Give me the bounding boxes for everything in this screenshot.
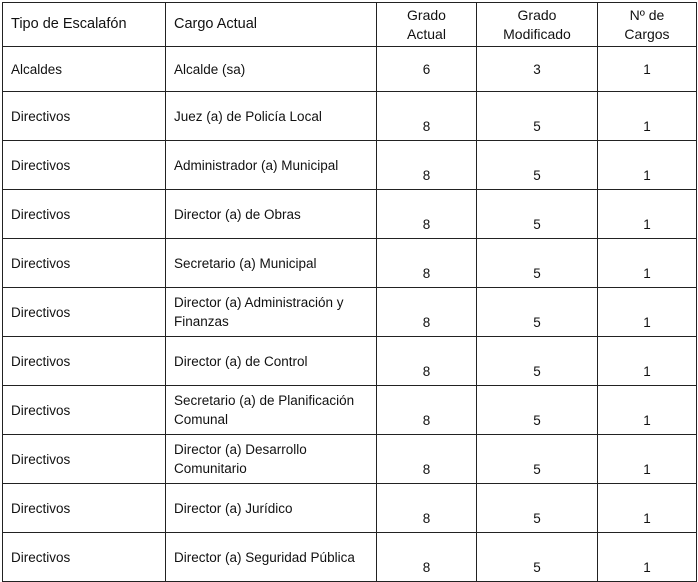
cell-grado-actual: 8 — [377, 141, 477, 190]
cell-grado-modificado: 5 — [477, 533, 598, 582]
header-grado-modificado — [477, 3, 598, 47]
cell-grado-modificado: 5 — [477, 435, 598, 484]
cargo-line: Juez (a) de Policía Local — [174, 108, 322, 124]
cell-grado-modificado: 5 — [477, 92, 598, 141]
cell-cargo-actual — [166, 47, 377, 92]
header-grado-modificado-line2: Modificado — [503, 25, 571, 42]
cell-cargo-actual — [166, 239, 377, 288]
cell-numero-cargos: 1 — [598, 92, 697, 141]
cell-tipo-escalafon: Directivos — [3, 435, 166, 484]
cell-cargo-actual — [166, 92, 377, 141]
cell-grado-actual: 8 — [377, 484, 477, 533]
cell-tipo-escalafon: Directivos — [3, 484, 166, 533]
cell-numero-cargos: 1 — [598, 435, 697, 484]
cargo-line: Director (a) de Obras — [174, 206, 301, 222]
cell-cargo-actual — [166, 141, 377, 190]
cell-grado-modificado: 5 — [477, 239, 598, 288]
header-numero-cargos-line2: Cargos — [624, 25, 670, 42]
cell-numero-cargos: 1 — [598, 533, 697, 582]
header-grado-actual-line1: Grado — [407, 6, 446, 23]
cell-numero-cargos: 1 — [598, 190, 697, 239]
header-grado-actual-line2: Actual — [407, 25, 446, 42]
cargo-line: Director (a) Jurídico — [174, 500, 293, 516]
cell-numero-cargos: 1 — [598, 288, 697, 337]
cell-cargo-actual — [166, 288, 377, 337]
cell-cargo-actual — [166, 533, 377, 582]
header-grado-actual — [377, 3, 477, 47]
cell-grado-modificado: 5 — [477, 288, 598, 337]
cell-numero-cargos: 1 — [598, 141, 697, 190]
cell-numero-cargos: 1 — [598, 47, 697, 92]
cell-grado-actual: 8 — [377, 288, 477, 337]
cell-tipo-escalafon: Directivos — [3, 337, 166, 386]
cell-cargo-actual — [166, 337, 377, 386]
cell-tipo-escalafon: Directivos — [3, 92, 166, 141]
cell-grado-actual: 8 — [377, 435, 477, 484]
table-row — [3, 484, 697, 533]
cargo-line: Administrador (a) Municipal — [174, 157, 339, 173]
table-row — [3, 47, 697, 92]
header-numero-cargos-line1: Nº de — [629, 6, 665, 23]
cell-grado-actual: 8 — [377, 190, 477, 239]
cell-numero-cargos: 1 — [598, 239, 697, 288]
cargo-line: Director (a) Seguridad Pública — [174, 549, 355, 565]
cell-tipo-escalafon: Directivos — [3, 190, 166, 239]
cell-numero-cargos: 1 — [598, 484, 697, 533]
header-grado-modificado-line1: Grado — [517, 6, 557, 23]
cell-cargo-actual — [166, 190, 377, 239]
cargo-line: Comunitario — [174, 461, 247, 476]
cargo-line: Director (a) Administración y — [174, 295, 344, 310]
cargo-line: Comunal — [174, 412, 229, 427]
cell-tipo-escalafon: Directivos — [3, 141, 166, 190]
cell-cargo-actual — [166, 386, 377, 435]
cell-numero-cargos: 1 — [598, 386, 697, 435]
table-row — [3, 92, 697, 141]
cargo-line: Secretario (a) de Planificación — [174, 393, 355, 408]
header-cargo-actual: Cargo Actual — [166, 3, 377, 47]
table-row — [3, 141, 697, 190]
cargo-line: Director (a) Desarrollo — [174, 442, 307, 457]
cell-grado-actual: 8 — [377, 533, 477, 582]
header-tipo-escalafon: Tipo de Escalafón — [3, 3, 166, 47]
table-row — [3, 435, 697, 484]
cell-grado-modificado: 3 — [477, 47, 598, 92]
cell-grado-actual: 8 — [377, 337, 477, 386]
table-row — [3, 288, 697, 337]
cargo-line: Secretario (a) Municipal — [174, 255, 317, 271]
cell-grado-actual: 8 — [377, 386, 477, 435]
cell-cargo-actual — [166, 435, 377, 484]
cell-grado-modificado: 5 — [477, 484, 598, 533]
cell-tipo-escalafon: Directivos — [3, 386, 166, 435]
cell-numero-cargos: 1 — [598, 337, 697, 386]
table-row — [3, 190, 697, 239]
header-row — [3, 3, 697, 47]
cell-grado-modificado: 5 — [477, 190, 598, 239]
cell-grado-modificado: 5 — [477, 337, 598, 386]
cell-grado-actual: 8 — [377, 92, 477, 141]
cell-grado-modificado: 5 — [477, 141, 598, 190]
cell-tipo-escalafon: Directivos — [3, 239, 166, 288]
cell-tipo-escalafon: Directivos — [3, 288, 166, 337]
table-row — [3, 337, 697, 386]
cargo-line: Alcalde (sa) — [174, 61, 246, 77]
table-row — [3, 386, 697, 435]
cell-cargo-actual — [166, 484, 377, 533]
cell-grado-actual: 8 — [377, 239, 477, 288]
cell-tipo-escalafon: Alcaldes — [3, 47, 166, 92]
header-numero-cargos — [598, 3, 697, 47]
cell-grado-modificado: 5 — [477, 386, 598, 435]
table-row — [3, 239, 697, 288]
cell-tipo-escalafon: Directivos — [3, 533, 166, 582]
table-row — [3, 533, 697, 582]
cargo-line: Director (a) de Control — [174, 353, 308, 369]
table-body — [3, 47, 697, 582]
cargo-line: Finanzas — [174, 314, 229, 329]
escalafon-table — [2, 2, 697, 582]
cell-grado-actual: 6 — [377, 47, 477, 92]
